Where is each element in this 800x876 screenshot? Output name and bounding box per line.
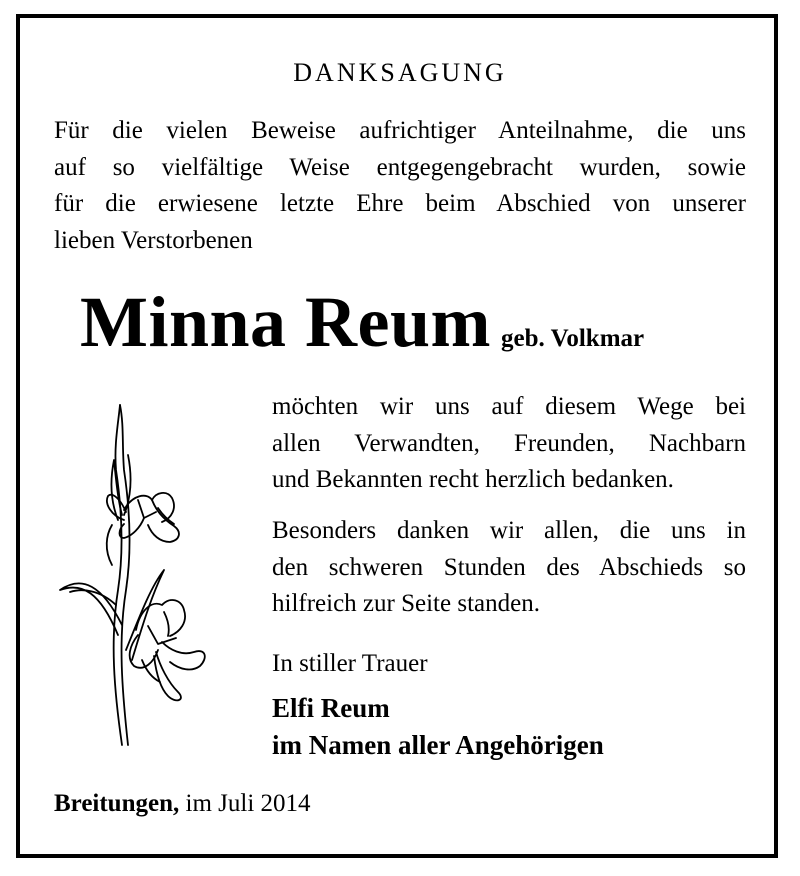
thanks-line: Besonders danken wir allen, die uns in <box>272 517 746 544</box>
intro-line: für die erwiesene letzte Ehre beim Abschied von unserer <box>54 190 746 217</box>
thanks-line: und Bekannten recht herzlich bedanken. <box>272 466 674 493</box>
intro-text <box>54 113 746 259</box>
place: Breitungen, <box>54 790 180 817</box>
thanks-line: möchten wir uns auf diesem Wege bei <box>272 393 746 420</box>
intro-line: Für die vielen Beweise aufrichtiger Anteilnahme, die uns <box>54 117 746 144</box>
signer-note: im Namen aller Angehörigen <box>272 730 604 760</box>
iris-flower-illustration <box>52 400 222 750</box>
notice-heading: DANKSAGUNG <box>293 58 507 87</box>
intro-line: auf so vielfältige Weise entgegengebracht wurden, sowie <box>54 153 746 181</box>
signer-name: Elfi Reum <box>272 693 390 723</box>
thanks-paragraph-1 <box>272 389 746 499</box>
thanks-line: allen Verwandten, Freunden, Nachbarn <box>272 429 746 457</box>
deceased-name-row <box>80 281 644 364</box>
intro-line: lieben Verstorbenen <box>54 226 253 254</box>
maiden-name: geb. Volkmar <box>501 325 645 352</box>
thanks-paragraph-2 <box>272 513 746 623</box>
deceased-name: Minna Reum <box>80 282 492 362</box>
date: im Juli 2014 <box>185 790 311 817</box>
thanks-line: hilfreich zur Seite standen. <box>272 590 540 617</box>
mourning-phrase: In stiller Trauer <box>272 650 428 677</box>
signers-block <box>272 690 746 764</box>
thanks-line: den schweren Stunden des Abschieds so <box>272 553 746 581</box>
place-date-line <box>54 790 311 818</box>
